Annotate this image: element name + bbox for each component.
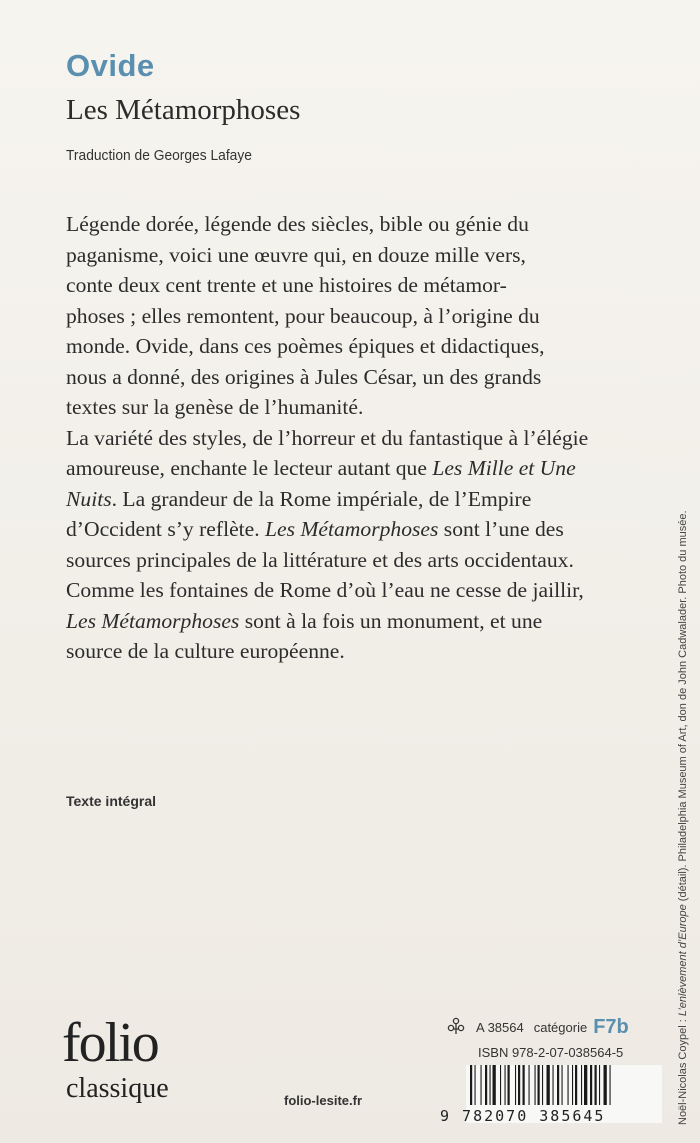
description-text: . La grandeur de la Rome impériale, de l’Empire <box>111 486 532 511</box>
work-title-italic: Nuits <box>66 486 112 511</box>
description-line <box>66 606 666 637</box>
catalog-info <box>446 1016 629 1039</box>
description-line: sources principales de la littérature et des arts occidentaux. <box>66 547 574 572</box>
credit-prefix: Noël-Nicolas Coypel : <box>677 1016 689 1125</box>
translator-credit: Traduction de Georges Lafaye <box>66 147 252 164</box>
description-text: sont l’une des <box>438 517 564 541</box>
barcode-bar <box>529 1065 530 1105</box>
description-line: textes sur la genèse de l’humanité. <box>66 395 364 419</box>
barcode-bar <box>508 1065 510 1105</box>
book-title: Les Métamorphoses <box>66 94 301 126</box>
barcode-bar <box>493 1065 496 1105</box>
credit-suffix: (détail). Philadelphia Museum of Art, don de John Cadwalader. Photo du musée. <box>677 510 689 905</box>
barcode-bar <box>542 1065 543 1105</box>
barcode-bar <box>505 1065 506 1105</box>
cover-image-credit <box>677 510 689 1125</box>
isbn-number: ISBN 978-2-07-038564-5 <box>478 1045 624 1060</box>
author-name: Ovide <box>66 48 155 83</box>
credit-work-title: L’enlèvement d’Europe <box>677 904 689 1017</box>
barcode-bar <box>553 1065 554 1105</box>
barcode-bar <box>595 1065 597 1105</box>
book-description <box>66 209 666 667</box>
barcode-bar <box>547 1065 550 1105</box>
description-text: amoureuse, enchante le lecteur autant que <box>66 456 433 480</box>
description-line: Comme les fontaines de Rome d’où l’eau ne cesse de jaillir, <box>66 578 584 602</box>
barcode-bar <box>538 1065 540 1105</box>
description-line <box>66 484 666 515</box>
description-line: source de la culture européenne. <box>66 639 345 663</box>
description-text: d’Occident s’y reflète. <box>66 517 266 541</box>
integral-text-label: Texte intégral <box>66 793 156 809</box>
description-line: La variété des styles, de l’horreur et du fantastique à l’élégie <box>66 425 589 450</box>
description-text: sont à la fois un monument, et une <box>239 608 543 633</box>
barcode-bar <box>590 1065 592 1105</box>
publisher-website: folio-lesite.fr <box>284 1093 363 1108</box>
barcode-bar <box>500 1065 501 1105</box>
description-line: paganisme, voici une œuvre qui, en douze mille vers, <box>66 242 526 267</box>
category-code: F7b <box>593 1016 629 1038</box>
description-line: conte deux cent trente et une histoires de métamor- <box>66 273 507 297</box>
barcode-bar <box>475 1065 476 1105</box>
description-line: phoses ; elles remontent, pour beaucoup, à l’origine du <box>66 303 540 328</box>
barcode-bar <box>572 1065 573 1105</box>
barcode-bar <box>535 1065 536 1105</box>
barcode-bar <box>604 1065 607 1105</box>
collection-name: classique <box>66 1073 169 1104</box>
barcode-bar <box>470 1065 472 1105</box>
barcode-bar <box>485 1065 487 1105</box>
barcode-bar <box>481 1065 482 1105</box>
barcode-bar <box>490 1065 491 1105</box>
barcode-bar <box>568 1065 569 1105</box>
description-line: nous a donné, des origines à Jules César, un des grands <box>66 364 542 389</box>
folio-emblem-icon <box>446 1016 466 1039</box>
work-title-italic: Les Métamorphoses <box>66 608 240 633</box>
barcode-bar <box>581 1065 582 1105</box>
publisher-logo: folio <box>62 1012 158 1074</box>
barcode-bar <box>515 1065 516 1105</box>
work-title-italic: Les Métamorphoses <box>265 517 439 541</box>
barcode-bar <box>599 1065 600 1105</box>
barcode-bar <box>562 1065 563 1105</box>
barcode-bar <box>610 1065 611 1105</box>
barcode-bar <box>557 1065 559 1105</box>
description-line: monde. Ovide, dans ces poèmes épiques et didactiques, <box>66 334 545 358</box>
catalog-number: A 38564 <box>476 1020 524 1035</box>
barcode-bar <box>518 1065 520 1105</box>
work-title-italic: Les Mille et Une <box>432 456 576 480</box>
barcode-bar <box>575 1065 577 1105</box>
description-line: Légende dorée, légende des siècles, bible ou génie du <box>66 212 529 236</box>
barcode-bar <box>523 1065 525 1105</box>
description-line <box>66 514 666 545</box>
barcode-bar <box>584 1065 587 1105</box>
barcode-digits: 9 782070 385645 <box>440 1107 606 1125</box>
description-line <box>66 453 666 484</box>
category-label: catégorie <box>533 1020 588 1035</box>
